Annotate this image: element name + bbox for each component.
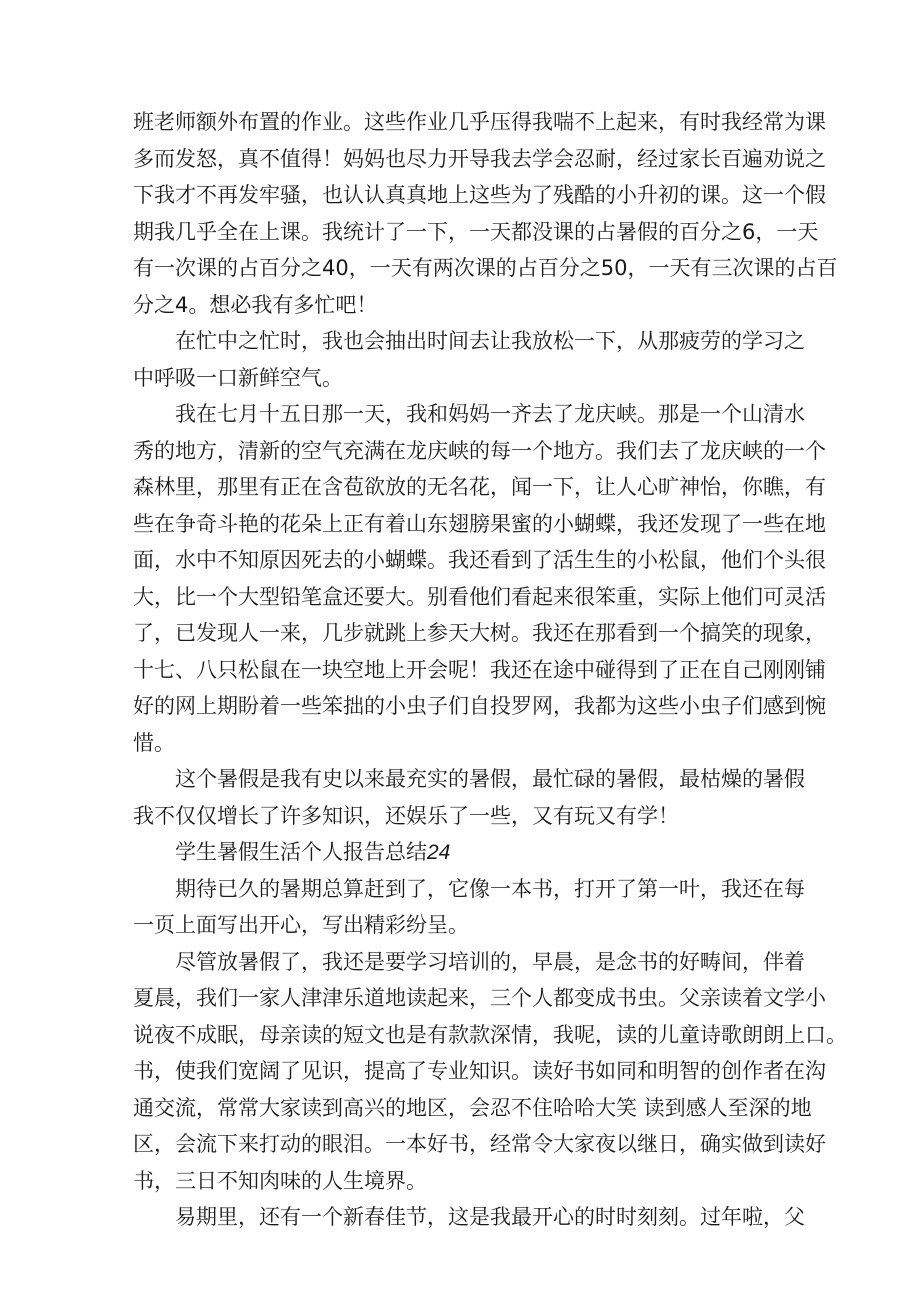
text-line: 下我才不再发牢骚，也认认真真地上这些为了残酷的小升初的课。这一个假	[133, 183, 826, 207]
paragraph-3	[133, 396, 826, 761]
text-line: 些在争奇斗艳的花朵上正有着山东翅膀果蜜的小蝴蝶，我还发现了一些在地	[133, 511, 826, 536]
text-line: 有一次课的占百分之40，一天有两次课的占百分之50，一天有三次课的占百	[133, 256, 838, 280]
text-line: 中呼吸一口新鲜空气。	[133, 365, 343, 390]
text-line: 我不仅仅增长了许多知识，还娱乐了一些，又有玩又有学！	[133, 803, 679, 828]
text-line: 一页上面写出开心，写出精彩纷呈。	[133, 913, 469, 937]
text-line: 说夜不成眠，母亲读的短文也是有款款深情，我呢，读的儿童诗歌朗朗上口。	[133, 1022, 847, 1047]
text-line: 多而发怒，真不值得！妈妈也尽力开导我去学会忍耐，经过家长百遍劝说之	[133, 146, 826, 171]
text-line: 大，比一个大型铅笔盒还要大。别看他们看起来很笨重，实际上他们可灵活	[133, 584, 826, 609]
text-line: 易期里，还有一个新春佳节，这是我最开心的时时刻刻。过年啦，父	[175, 1205, 805, 1229]
text-line: 了，已发现人一来，几步就跳上参天大树。我还在那看到一个搞笑的现象，	[133, 621, 826, 645]
paragraph-6	[133, 944, 847, 1200]
text-line: 班老师额外布置的作业。这些作业几乎压得我喘不上起来，有时我经常为课	[133, 110, 826, 134]
text-line: 期我几乎全在上课。我统计了一下，一天都没课的占暑假的百分之6，一天	[133, 219, 819, 244]
text-line: 我在七月十五日那一天，我和妈妈一齐去了龙庆峡。那是一个山清水	[175, 402, 805, 426]
text-line: 分之4。想必我有多忙吧！	[133, 292, 378, 317]
text-line: 尽管放暑假了，我还是要学习培训的，早晨，是念书的好畴间，伴着	[175, 949, 805, 974]
section-heading-number: 24	[427, 841, 451, 864]
text-line: 在忙中之忙时，我也会抽出时间去让我放松一下，从那疲劳的学习之	[175, 329, 805, 353]
text-line: 森林里，那里有正在含苞欲放的无名花，闻一下，让人心旷神怡，你瞧，有	[133, 475, 826, 499]
paragraph-1	[133, 104, 838, 323]
text-line: 通交流，常常大家读到高兴的地区，会忍不住哈哈大笑 读到感人至深的地	[133, 1095, 812, 1120]
text-line: 十七、八只松鼠在一块空地上开会呢！我还在途中碰得到了正在自己刚刚铺	[133, 657, 826, 682]
text-line: 夏晨，我们一家人津津乐道地读起来，三个人都变成书虫。父亲读着文学小	[133, 986, 826, 1010]
text-line: 区，会流下来打动的眼泪。一本好书，经常令大家夜以继日，确实做到读好	[133, 1132, 826, 1156]
text-line: 书，三日不知肉味的人生境界。	[133, 1168, 427, 1193]
paragraph-7	[133, 1199, 805, 1236]
paragraph-2	[133, 323, 805, 396]
section-heading	[133, 834, 793, 871]
paragraph-4	[133, 761, 805, 834]
text-line: 好的网上期盼着一些笨拙的小虫子们自投罗网，我都为这些小虫子们感到惋	[133, 694, 826, 718]
paragraph-5	[133, 871, 805, 944]
section-heading-text: 学生暑假生活个人报告总结	[175, 840, 427, 864]
text-line: 秀的地方，清新的空气充满在龙庆峡的每一个地方。我们去了龙庆峡的一个	[133, 438, 826, 463]
text-line: 惜。	[133, 730, 175, 755]
text-line: 书，使我们宽阔了见识，提高了专业知识。读好书如同和明智的创作者在沟	[133, 1059, 826, 1083]
document-body	[133, 104, 847, 1236]
text-line: 面，水中不知原因死去的小蝴蝶。我还看到了活生生的小松鼠，他们个头很	[133, 548, 826, 572]
text-line: 期待已久的暑期总算赶到了，它像一本书，打开了第一叶，我还在每	[175, 876, 805, 901]
text-line: 这个暑假是我有史以来最充实的暑假，最忙碌的暑假，最枯燥的暑假	[175, 767, 805, 791]
